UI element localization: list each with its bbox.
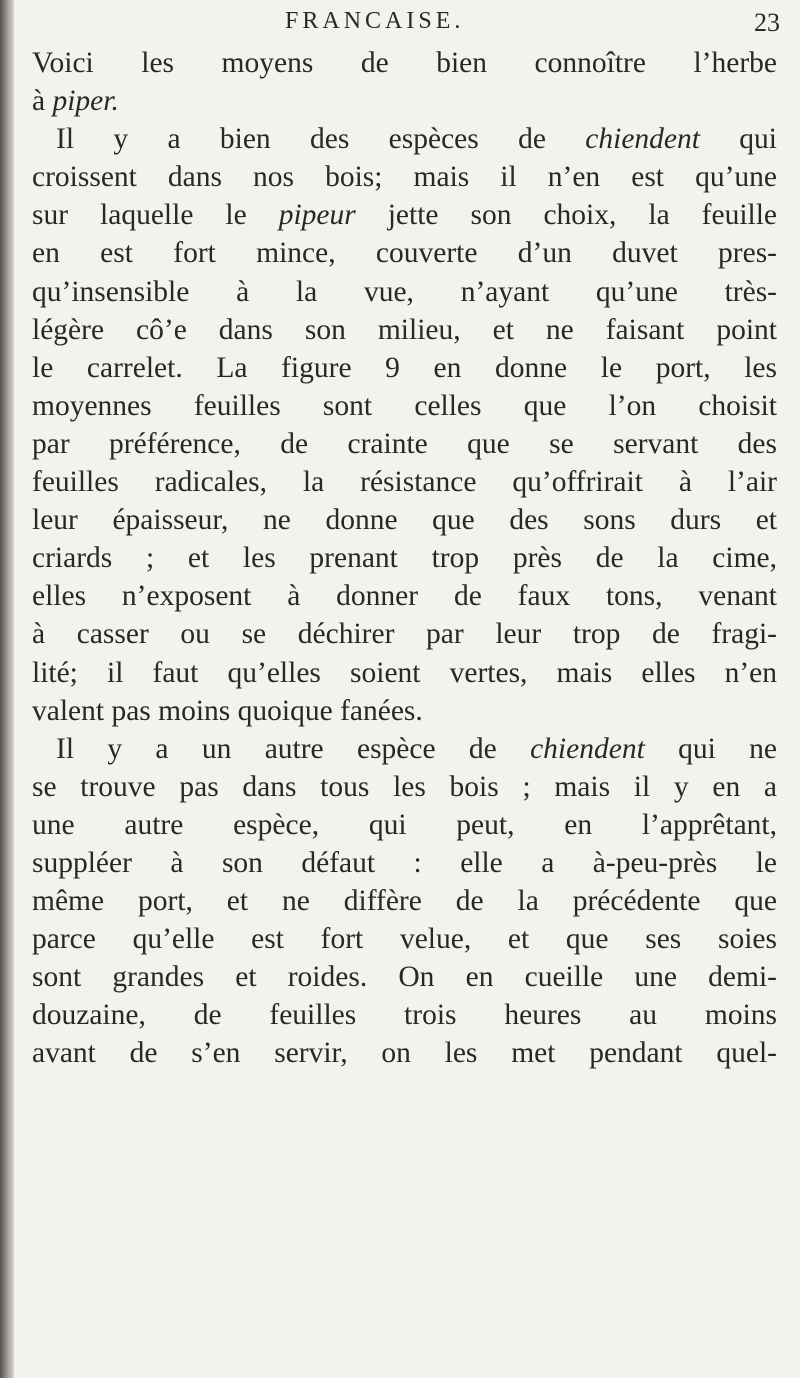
text-segment: criards ; et les prenant trop près de la cime, xyxy=(32,542,777,575)
text-segment: qu’insensible à la vue, n’ayant qu’une très- xyxy=(32,275,777,308)
text-line xyxy=(32,920,777,958)
text-line xyxy=(32,996,777,1034)
text-segment: douzaine, de feuilles trois heures au moins xyxy=(32,999,777,1032)
text-segment: lité; il faut qu’elles soient vertes, mais elles n’en xyxy=(32,656,777,689)
text-line xyxy=(32,501,777,539)
text-line xyxy=(32,158,777,196)
running-title: FRANCAISE. xyxy=(285,8,465,34)
text-segment: croissent dans nos bois; mais il n’en est qu’une xyxy=(32,161,777,194)
text-segment: parce qu’elle est fort velue, et que ses soies xyxy=(32,923,777,956)
text-segment: moyennes feuilles sont celles que l’on choisit xyxy=(32,389,777,422)
text-line xyxy=(32,311,777,349)
text-segment: valent pas moins quoique fanées. xyxy=(32,694,423,727)
running-head xyxy=(20,8,780,44)
text-line xyxy=(32,82,777,120)
text-segment: jette son choix, la feuille xyxy=(355,199,777,232)
italic-term: pipeur xyxy=(278,199,356,232)
binding-edge xyxy=(0,0,14,1378)
text-segment: Il y a un autre espèce de xyxy=(56,732,531,765)
text-segment: feuilles radicales, la résistance qu’offrirait à l’air xyxy=(32,466,777,499)
text-line xyxy=(32,234,777,272)
text-line xyxy=(32,349,777,387)
text-line xyxy=(32,463,777,501)
text-line xyxy=(32,958,777,996)
text-segment: à casser ou se déchirer par leur trop de fragi- xyxy=(32,618,777,651)
text-segment: se trouve pas dans tous les bois ; mais il y en a xyxy=(32,770,777,803)
text-line xyxy=(32,692,777,730)
text-line xyxy=(32,768,777,806)
text-segment: Voici les moyens de bien connoître l’herbe xyxy=(32,47,777,79)
text-line xyxy=(32,577,777,615)
text-line xyxy=(32,387,777,425)
text-line xyxy=(32,1034,777,1072)
text-segment: le carrelet. La figure 9 en donne le port, les xyxy=(32,351,777,384)
text-line xyxy=(32,273,777,311)
text-segment: leur épaisseur, ne donne que des sons durs et xyxy=(32,504,777,537)
text-segment: avant de s’en servir, on les met pendant quel- xyxy=(32,1037,777,1070)
text-line xyxy=(32,539,777,577)
body-text xyxy=(32,44,777,1073)
text-line xyxy=(32,44,777,82)
text-segment: même port, et ne diffère de la précédente que xyxy=(32,885,777,918)
text-line xyxy=(32,806,777,844)
text-segment: une autre espèce, qui peut, en l’apprêtant, xyxy=(32,808,777,841)
text-segment: qui ne xyxy=(644,732,777,765)
book-page xyxy=(20,0,800,1378)
text-segment: sur laquelle le xyxy=(32,199,279,232)
text-segment: par préférence, de crainte que se servant des xyxy=(32,427,777,460)
italic-term: chiendent xyxy=(530,732,645,765)
text-line xyxy=(32,844,777,882)
text-segment: Il y a bien des espèces de xyxy=(56,123,586,156)
text-segment: qui xyxy=(699,123,777,156)
text-line xyxy=(32,615,777,653)
text-segment: suppléer à son défaut : elle a à-peu-près le xyxy=(32,846,777,879)
text-line xyxy=(32,882,777,920)
text-segment: légère cô’e dans son milieu, et ne faisant point xyxy=(32,313,777,346)
text-line xyxy=(32,654,777,692)
italic-term: chiendent xyxy=(585,123,700,156)
text-line xyxy=(32,425,777,463)
italic-term: piper. xyxy=(52,85,119,118)
text-line xyxy=(32,196,777,234)
text-line xyxy=(32,730,777,768)
text-segment: sont grandes et roides. On en cueille une demi- xyxy=(32,961,777,994)
page-number: 23 xyxy=(754,8,780,37)
text-line xyxy=(32,120,777,158)
text-segment: en est fort mince, couverte d’un duvet pres- xyxy=(32,237,777,270)
text-segment: elles n’exposent à donner de faux tons, venant xyxy=(32,580,777,613)
text-segment: à xyxy=(32,85,53,118)
